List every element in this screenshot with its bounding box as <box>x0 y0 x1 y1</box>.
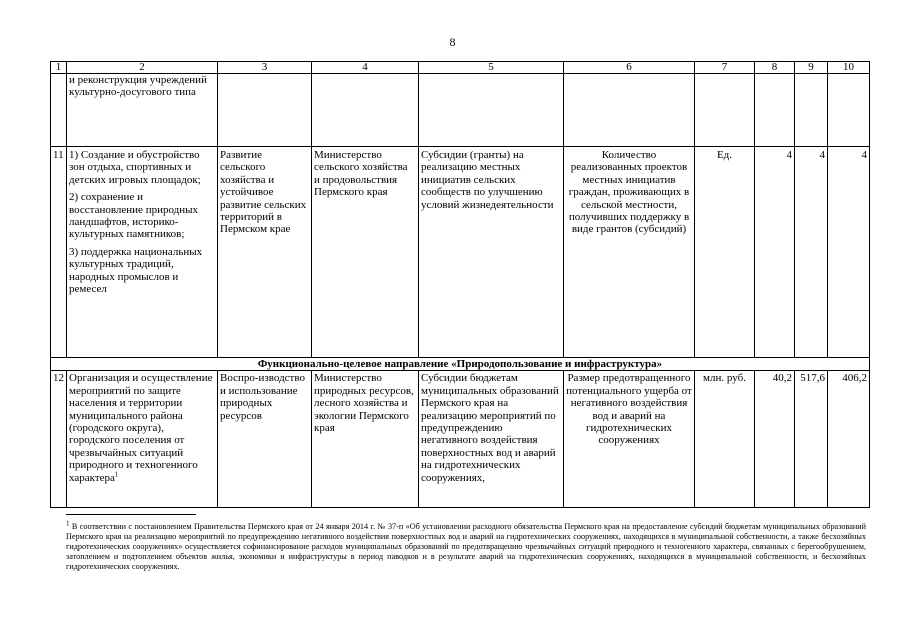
row-number: 12 <box>51 371 67 508</box>
measure-item: 2) сохранение и восстановление природных ландшафтов, историко-культурных памятников; <box>69 191 199 241</box>
header-cell: 4 <box>312 62 419 74</box>
indicator-cell: Количество реализованных проектов местных инициатив граждан, проживающих в сельской местности, получивших поддержку в виде грантов (субсидий) <box>564 147 695 358</box>
table-row-11 <box>51 147 870 358</box>
table-row-continued <box>51 74 870 147</box>
value-cell: 40,2 <box>755 371 795 508</box>
subsidy-cell: Субсидии (гранты) на реализацию местных инициатив сельских сообществ по улучшению условий жизнедеятельности <box>419 147 564 358</box>
header-cell: 5 <box>419 62 564 74</box>
page-number: 8 <box>449 35 456 49</box>
footnote-mark: 1 <box>66 519 70 528</box>
footnote-text: В соответствии с постановлением Правительства Пермского края от 24 января 2014 г. № 37-п «Об установлении расходного обязательства Пермского края на предоставление субсидий бюджетам муниципальных образований Пермского края на реализацию мероприятий по предупреждению негативного воздействия поверхностных вод и аварий на гидротехнических сооружениях, находящихся в муниципальной собственности, а также бесхозяйных гидротехнических сооружениях» осуществляется софинансирование расходов муниципальных образований по предотвращению чрезвычайных ситуаций природного и техногенного характера, связанных с берегообрушением, затоплением и подтоплением объектов жилья, экономики и инфраструктуры в период паводков и в результате аварий на гидротехнических сооружениях, находящихся в муниципальной собственности, и бесхозяйных гидротехнических сооружениях. <box>66 522 867 571</box>
program-cell: Воспро-изводство и использование природных ресурсов <box>218 371 312 508</box>
footnote-ref: 1 <box>114 470 119 478</box>
measure-cell: и реконструкция учреждений культурно-досугового типа <box>67 74 218 147</box>
value-cell: 4 <box>755 147 795 358</box>
header-cell: 9 <box>795 62 828 74</box>
header-cell: 2 <box>67 62 218 74</box>
header-cell: 1 <box>51 62 67 74</box>
header-row <box>51 62 870 74</box>
header-cell: 8 <box>755 62 795 74</box>
measure-cell <box>67 147 218 358</box>
ministry-cell: Министерство сельского хозяйства и продовольствия Пермского края <box>312 147 419 358</box>
table-row-12 <box>51 371 870 508</box>
value-cell: 4 <box>795 147 828 358</box>
section-title: Функционально-целевое направление «Природопользование и инфраструктура» <box>51 358 870 371</box>
footnote-separator <box>66 514 196 515</box>
header-cell: 6 <box>564 62 695 74</box>
section-row <box>51 358 870 371</box>
header-cell: 7 <box>695 62 755 74</box>
measure-item: 3) поддержка национальных культурных традиций, народных промыслов и ремесел <box>69 245 203 296</box>
row-number: 11 <box>51 147 67 358</box>
header-cell: 10 <box>828 62 870 74</box>
measure-cell <box>67 371 218 508</box>
subsidy-cell: Субсидии бюджетам муниципальных образований Пермского края на реализацию мероприятий по предупреждению негативного воздействия поверхностных вод и аварий на гидротехнических сооружениях, <box>419 371 564 508</box>
ministry-cell: Министерство природных ресурсов, лесного хозяйства и экологии Пермского края <box>312 371 419 508</box>
program-table <box>50 61 870 508</box>
value-cell: 517,6 <box>795 371 828 508</box>
indicator-cell: Размер предотвращенного потенциального ущерба от негативного воздействия вод и аварий на гидротехнических сооружениях <box>564 371 695 508</box>
measure-text: Организация и осуществление мероприятий по защите населения и территории муниципального района (городского округа), городского поселения от чрезвычайных ситуаций природного и техногенного характера <box>69 372 213 484</box>
value-cell: 406,2 <box>828 371 870 508</box>
measure-item: 1) Создание и обустройство зон отдыха, спортивных и детских игровых площадок; <box>69 149 201 186</box>
unit-cell: Ед. <box>695 147 755 358</box>
program-cell: Развитие сельского хозяйства и устойчивое развитие сельских территорий в Пермском крае <box>218 147 312 358</box>
value-cell: 4 <box>828 147 870 358</box>
footnote <box>66 519 867 572</box>
header-cell: 3 <box>218 62 312 74</box>
unit-cell: млн. руб. <box>695 371 755 508</box>
